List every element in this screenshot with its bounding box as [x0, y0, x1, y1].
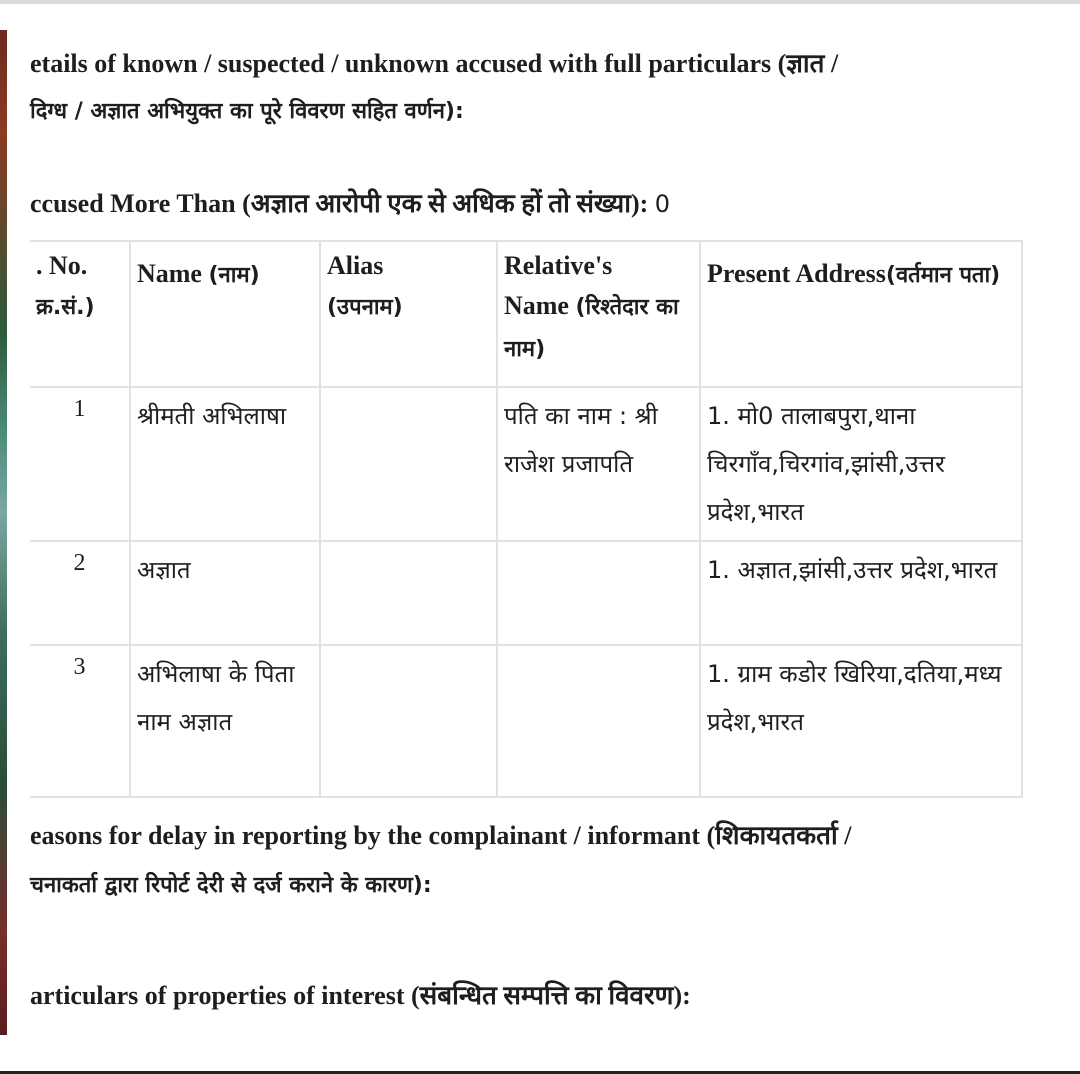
header-relative-en2: Name [504, 291, 569, 320]
row-relative [497, 645, 700, 797]
header-sno-hi: क्र.सं.) [36, 295, 95, 320]
row-address: 1. ग्राम कडोर खिरिया,दतिया,मध्य प्रदेश,भारत [700, 645, 1022, 797]
accused-count-line [30, 184, 670, 224]
row-alias [320, 387, 497, 541]
row-name: अज्ञात [130, 541, 320, 645]
table-header-row [30, 241, 1022, 387]
accused-count-label: ccused More Than (अज्ञात आरोपी एक से अधिक हों तो संख्या): [30, 189, 649, 218]
delay-reasons-line2: चनाकर्ता द्वारा रिपोर्ट देरी से दर्ज कराने के कारण): [30, 873, 432, 898]
accused-details-heading [30, 44, 838, 84]
row-sno: 3 [30, 645, 130, 797]
header-name [130, 241, 320, 387]
row-relative: पति का नाम : श्री राजेश प्रजापति [497, 387, 700, 541]
header-name-en: Name [137, 259, 202, 288]
header-address-hi: (वर्तमान पता) [885, 263, 1001, 288]
table-row [30, 541, 1022, 645]
header-alias [320, 241, 497, 387]
header-address [700, 241, 1022, 387]
row-alias [320, 645, 497, 797]
row-relative [497, 541, 700, 645]
delay-reasons-line1: easons for delay in reporting by the complainant / informant (शिकायतकर्ता / [30, 821, 852, 850]
row-address: 1. मो0 तालाबपुरा,थाना चिरगाँव,चिरगांव,झांसी,उत्तर प्रदेश,भारत [700, 387, 1022, 541]
header-relative [497, 241, 700, 387]
row-address: 1. अज्ञात,झांसी,उत्तर प्रदेश,भारत [700, 541, 1022, 645]
table-row [30, 645, 1022, 797]
header-address-en: Present Address [707, 259, 886, 288]
properties-label: articulars of properties of interest (संबन्धित सम्पत्ति का विवरण): [30, 981, 691, 1010]
row-sno: 2 [30, 541, 130, 645]
header-name-hi: (नाम) [208, 263, 260, 288]
delay-reasons-heading-hindi [30, 866, 432, 906]
header-alias-hi: (उपनाम) [327, 295, 403, 320]
row-sno: 1 [30, 387, 130, 541]
row-name: अभिलाषा के पिता नाम अज्ञात [130, 645, 320, 797]
accused-table [30, 240, 1023, 798]
delay-reasons-heading [30, 816, 851, 856]
header-sno-en: . No. [36, 251, 88, 280]
top-edge-rule [0, 0, 1080, 4]
row-alias [320, 541, 497, 645]
header-relative-en1: Relative's [504, 251, 613, 280]
accused-details-line1: etails of known / suspected / unknown accused with full particulars (ज्ञात / [30, 49, 839, 78]
left-edge-photo-strip [0, 30, 7, 1035]
header-sno [30, 241, 130, 387]
accused-details-heading-hindi [30, 92, 464, 132]
table-row [30, 387, 1022, 541]
properties-heading [30, 976, 691, 1016]
accused-details-line2: दिग्ध / अज्ञात अभियुक्त का पूरे विवरण सहित वर्णन): [30, 99, 464, 124]
accused-count-value: 0 [654, 190, 671, 218]
row-name: श्रीमती अभिलाषा [130, 387, 320, 541]
header-relative-hi: (रिश्तेदार का नाम) [504, 295, 679, 362]
header-alias-en: Alias [327, 251, 384, 280]
